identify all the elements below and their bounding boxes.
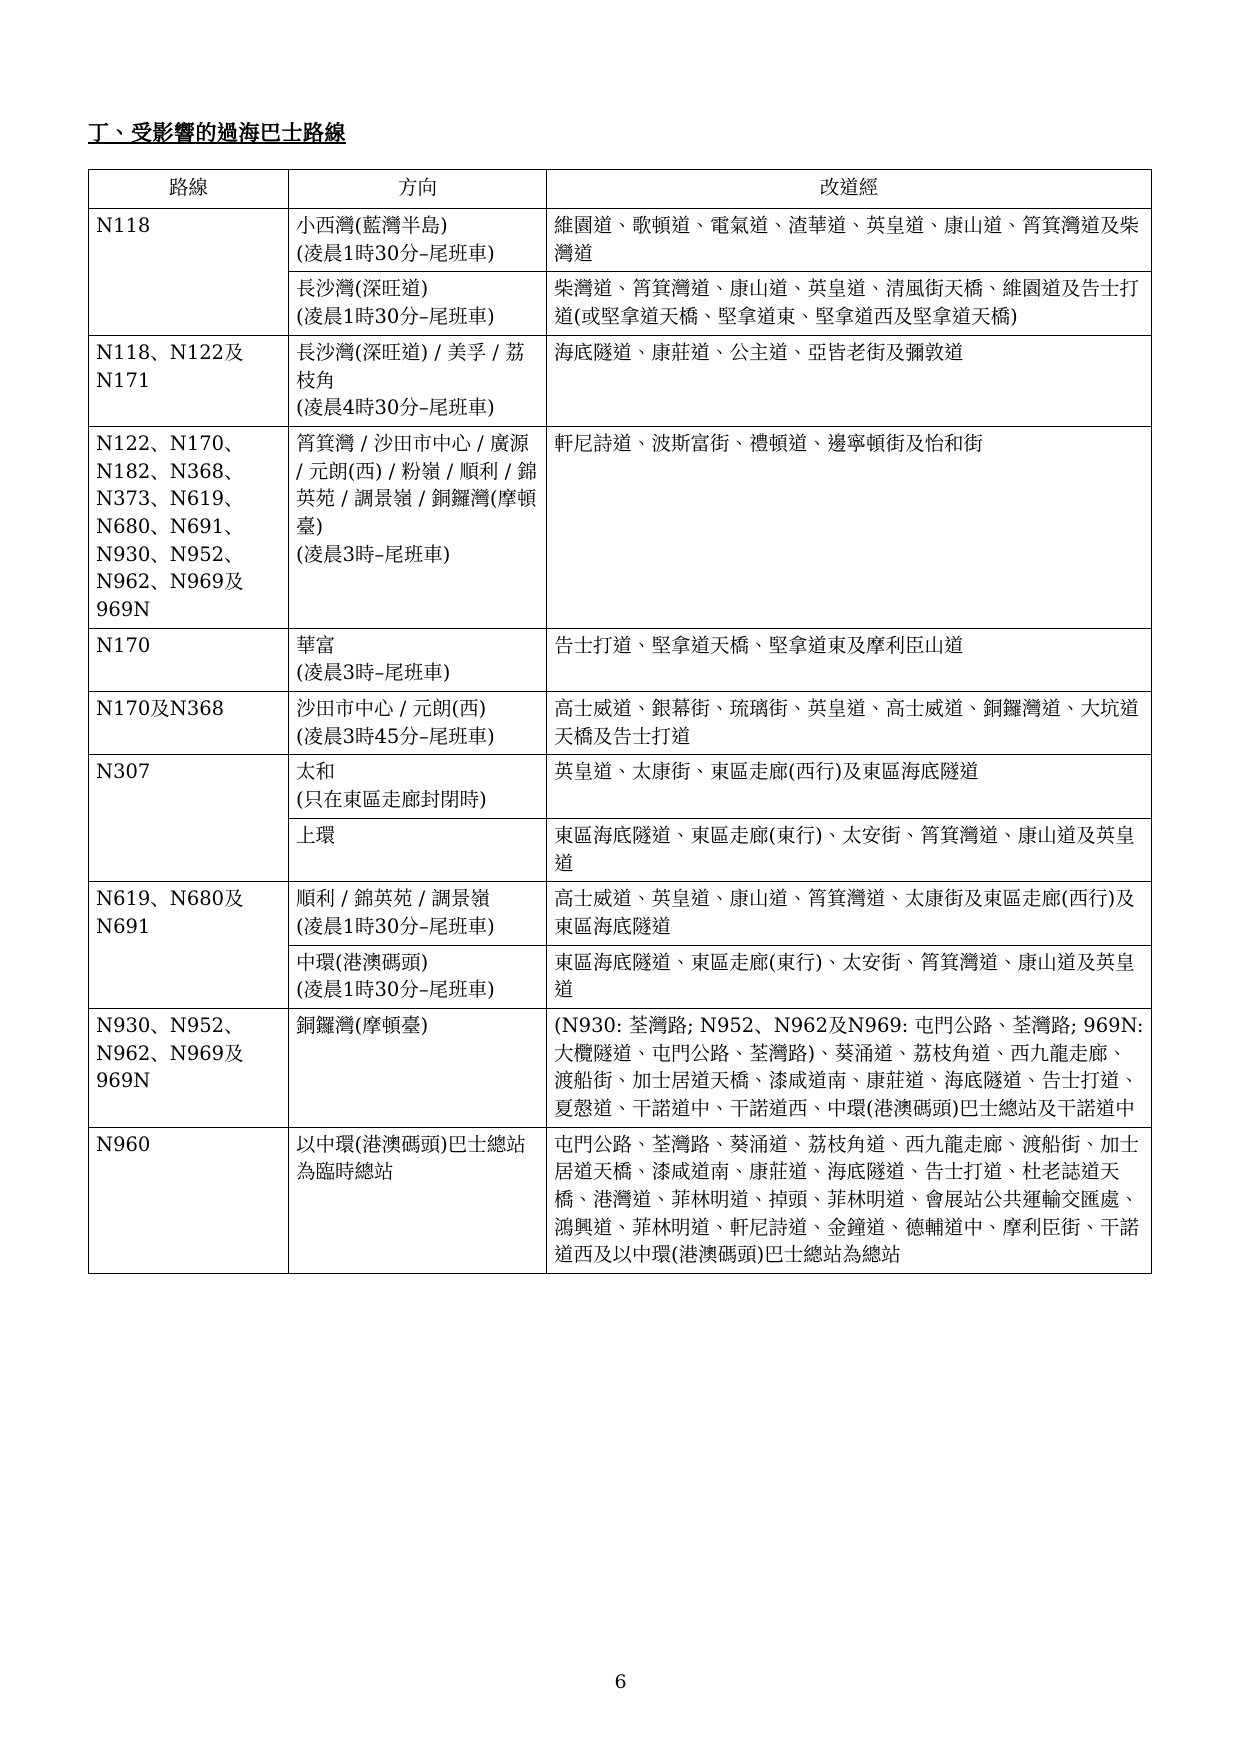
cell-detour: 東區海底隧道、東區走廊(東行)、太安街、筲箕灣道、康山道及英皇道 (547, 945, 1152, 1008)
table-row (89, 209, 1152, 272)
cell-detour: 高士威道、英皇道、康山道、筲箕灣道、太康街及東區走廊(西行)及東區海底隧道 (547, 882, 1152, 945)
cell-direction: 小西灣(藍灣半島) (凌晨1時30分–尾班車) (289, 209, 547, 272)
section-title: 丁、受影響的過海巴士路線 (88, 120, 346, 145)
affected-bus-routes-table (88, 169, 1152, 1274)
table-row (89, 426, 1152, 628)
cell-direction: 太和 (只在東區走廊封閉時) (289, 755, 547, 818)
table-header-row (89, 170, 1152, 209)
cell-route: N170 (89, 628, 289, 691)
cell-detour: 屯門公路、荃灣路、葵涌道、荔枝角道、西九龍走廊、渡船街、加士居道天橋、漆咸道南、康莊道、海底隧道、告士打道、杜老誌道天橋、港灣道、菲林明道、掉頭、菲林明道、會展站公共運輸交匯處、鴻興道、菲林明道、軒尼詩道、金鐘道、德輔道中、摩利臣街、干諾道西及以中環(港澳碼頭)巴士總站為總站 (547, 1127, 1152, 1273)
column-header-direction: 方向 (289, 170, 547, 209)
table-row (89, 1127, 1152, 1273)
cell-direction: 長沙灣(深旺道) (凌晨1時30分–尾班車) (289, 272, 547, 335)
cell-direction: 銅鑼灣(摩頓臺) (289, 1008, 547, 1127)
column-header-route: 路線 (89, 170, 289, 209)
cell-direction: 長沙灣(深旺道) / 美孚 / 荔枝角 (凌晨4時30分–尾班車) (289, 335, 547, 426)
cell-route: N619、N680及N691 (89, 882, 289, 1009)
cell-direction: 中環(港澳碼頭) (凌晨1時30分–尾班車) (289, 945, 547, 1008)
cell-detour: 海底隧道、康莊道、公主道、亞皆老街及彌敦道 (547, 335, 1152, 426)
table-row (89, 335, 1152, 426)
cell-route: N118 (89, 209, 289, 336)
cell-detour: 告士打道、堅拿道天橋、堅拿道東及摩利臣山道 (547, 628, 1152, 691)
column-header-detour: 改道經 (547, 170, 1152, 209)
cell-direction: 華富 (凌晨3時–尾班車) (289, 628, 547, 691)
table-row (89, 755, 1152, 818)
cell-route: N930、N952、N962、N969及969N (89, 1008, 289, 1127)
table-row (89, 1008, 1152, 1127)
cell-route: N118、N122及N171 (89, 335, 289, 426)
cell-direction: 筲箕灣 / 沙田市中心 / 廣源 / 元朗(西) / 粉嶺 / 順利 / 錦英苑 / 調景嶺 / 銅鑼灣(摩頓臺) (凌晨3時–尾班車) (289, 426, 547, 628)
cell-route: N307 (89, 755, 289, 882)
cell-direction: 沙田市中心 / 元朗(西) (凌晨3時45分–尾班車) (289, 692, 547, 755)
cell-detour: 維園道、歌頓道、電氣道、渣華道、英皇道、康山道、筲箕灣道及柴灣道 (547, 209, 1152, 272)
cell-detour: (N930: 荃灣路; N952、N962及N969: 屯門公路、荃灣路; 969N: 大欖隧道、屯門公路、荃灣路)、葵涌道、荔枝角道、西九龍走廊、渡船街、加士居道天橋、漆咸道南、康莊道、海底隧道、告士打道、夏慤道、干諾道中、干諾道西、中環(港澳碼頭)巴士總站及干諾道中 (547, 1008, 1152, 1127)
page-number: 6 (614, 1671, 627, 1693)
cell-detour: 高士威道、銀幕街、琉璃街、英皇道、高士威道、銅鑼灣道、大坑道天橋及告士打道 (547, 692, 1152, 755)
cell-route: N960 (89, 1127, 289, 1273)
table-row (89, 882, 1152, 945)
cell-direction: 上環 (289, 818, 547, 881)
cell-detour: 軒尼詩道、波斯富街、禮頓道、邊寧頓街及怡和街 (547, 426, 1152, 628)
cell-direction: 以中環(港澳碼頭)巴士總站為臨時總站 (289, 1127, 547, 1273)
cell-route: N122、N170、N182、N368、N373、N619、N680、N691、N930、N952、N962、N969及969N (89, 426, 289, 628)
table-row (89, 628, 1152, 691)
table-row (89, 692, 1152, 755)
cell-detour: 東區海底隧道、東區走廊(東行)、太安街、筲箕灣道、康山道及英皇道 (547, 818, 1152, 881)
cell-direction: 順利 / 錦英苑 / 調景嶺 (凌晨1時30分–尾班車) (289, 882, 547, 945)
table-body (89, 209, 1152, 1274)
cell-detour: 英皇道、太康街、東區走廊(西行)及東區海底隧道 (547, 755, 1152, 818)
cell-detour: 柴灣道、筲箕灣道、康山道、英皇道、清風街天橋、維園道及告士打道(或堅拿道天橋、堅拿道東、堅拿道西及堅拿道天橋) (547, 272, 1152, 335)
cell-route: N170及N368 (89, 692, 289, 755)
